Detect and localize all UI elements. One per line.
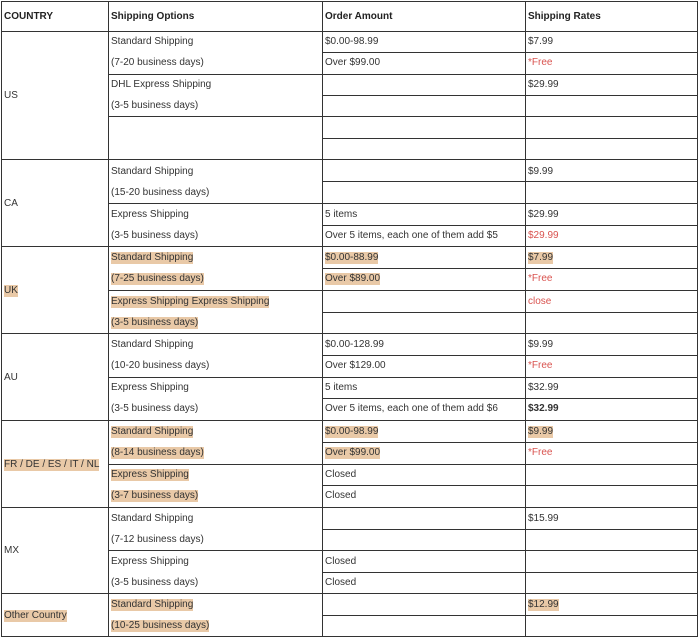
country-ca: CA: [4, 198, 18, 209]
header-order-amount: Order Amount: [325, 11, 393, 22]
au-standard-days: (10-20 business days): [111, 360, 210, 371]
au-standard-option: Standard Shipping: [111, 339, 194, 350]
au-rate-1: $9.99: [528, 339, 554, 350]
au-amount-2: Over $129.00: [325, 360, 386, 371]
uk-express-option: Express Shipping Express Shipping: [111, 296, 270, 307]
au-amount-1: $0.00-128.99: [325, 339, 384, 350]
country-other: Other Country: [4, 610, 67, 621]
uk-standard-option: Standard Shipping: [111, 252, 194, 263]
us-rate-1: $7.99: [528, 36, 554, 47]
country-eu: FR / DE / ES / IT / NL: [4, 459, 100, 470]
au-express-option: Express Shipping: [111, 382, 189, 393]
us-rate-2: *Free: [528, 57, 553, 68]
country-uk: UK: [4, 285, 18, 296]
us-dhl-rate: $29.99: [528, 79, 559, 90]
other-standard-days: (10-25 business days): [111, 620, 210, 631]
eu-express-days: (3-7 business days): [111, 490, 199, 501]
uk-amount-1: $0.00-88.99: [325, 252, 379, 263]
ca-rate-1: $29.99: [528, 209, 559, 220]
uk-amount-2: Over $89.00: [325, 273, 381, 284]
au-rate-4: $32.99: [528, 403, 559, 414]
country-au: AU: [4, 372, 18, 383]
eu-amount-4: Closed: [325, 490, 357, 501]
uk-rate-2: *Free: [528, 273, 553, 284]
mx-amount-1: Closed: [325, 556, 357, 567]
uk-rate-1: $7.99: [528, 252, 554, 263]
au-rate-3: $32.99: [528, 382, 559, 393]
eu-amount-2: Over $99.00: [325, 447, 381, 458]
eu-rate-1: $9.99: [528, 426, 554, 437]
us-dhl-days: (3-5 business days): [111, 100, 199, 111]
us-standard-days: (7-20 business days): [111, 57, 204, 68]
mx-amount-2: Closed: [325, 577, 357, 588]
mx-express-option: Express Shipping: [111, 556, 189, 567]
eu-standard-option: Standard Shipping: [111, 426, 194, 437]
mx-standard-option: Standard Shipping: [111, 513, 194, 524]
au-rate-2: *Free: [528, 360, 553, 371]
au-express-days: (3-5 business days): [111, 403, 199, 414]
mx-standard-days: (7-12 business days): [111, 534, 204, 545]
country-mx: MX: [4, 545, 19, 556]
country-us: US: [4, 90, 18, 101]
other-standard-rate: $12.99: [528, 599, 559, 610]
us-amount-1: $0.00-98.99: [325, 36, 379, 47]
ca-express-option: Express Shipping: [111, 209, 189, 220]
eu-amount-1: $0.00-98.99: [325, 426, 379, 437]
other-standard-option: Standard Shipping: [111, 599, 194, 610]
header-country: COUNTRY: [4, 11, 54, 22]
ca-amount-1: 5 items: [325, 209, 358, 220]
ca-standard-option: Standard Shipping: [111, 166, 194, 177]
au-amount-4: Over 5 items, each one of them add $6: [325, 403, 498, 414]
ca-standard-rate: $9.99: [528, 166, 554, 177]
header-shipping-rates: Shipping Rates: [528, 11, 601, 22]
ca-standard-days: (15-20 business days): [111, 187, 210, 198]
us-amount-2: Over $99.00: [325, 57, 381, 68]
mx-express-days: (3-5 business days): [111, 577, 199, 588]
mx-standard-rate: $15.99: [528, 513, 559, 524]
au-amount-3: 5 items: [325, 382, 358, 393]
uk-express-rate: close: [528, 296, 552, 307]
uk-express-days: (3-5 business days): [111, 317, 199, 328]
ca-rate-2: $29.99: [528, 230, 559, 241]
eu-rate-2: *Free: [528, 447, 553, 458]
ca-amount-2: Over 5 items, each one of them add $5: [325, 230, 498, 241]
eu-express-option: Express Shipping: [111, 469, 189, 480]
uk-standard-days: (7-25 business days): [111, 273, 204, 284]
eu-amount-3: Closed: [325, 469, 357, 480]
ca-express-days: (3-5 business days): [111, 230, 199, 241]
us-dhl-option: DHL Express Shipping: [111, 79, 212, 90]
us-standard-option: Standard Shipping: [111, 36, 194, 47]
eu-standard-days: (8-14 business days): [111, 447, 204, 458]
header-shipping-options: Shipping Options: [111, 11, 195, 22]
